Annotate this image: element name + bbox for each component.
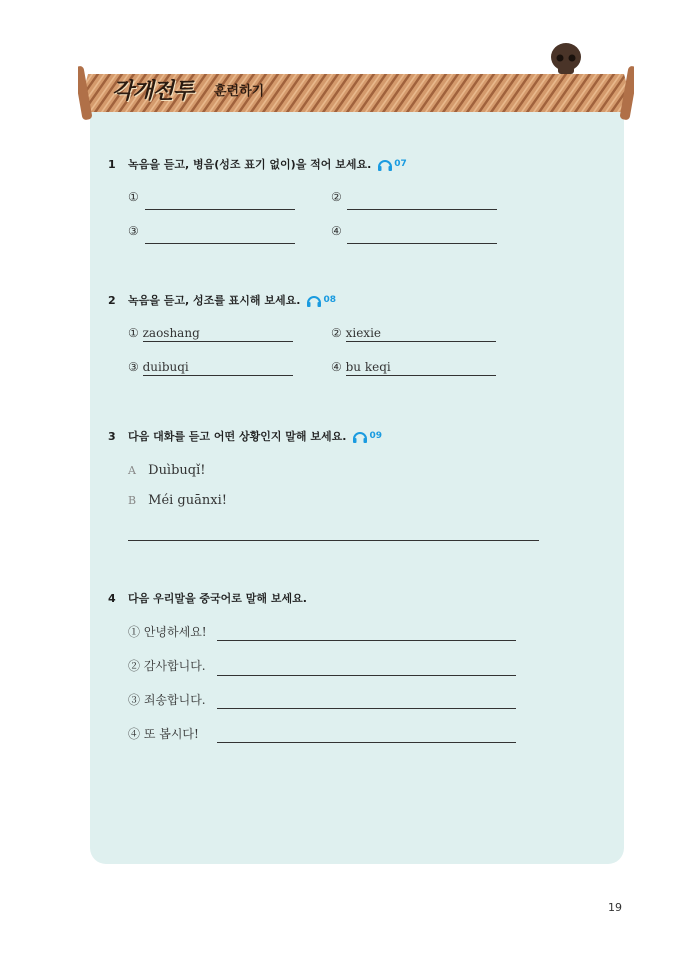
- item-value: zaoshang: [143, 326, 293, 342]
- track-number: 07: [394, 159, 407, 169]
- answer-line[interactable]: [217, 708, 516, 709]
- item-marker: ②: [331, 326, 342, 340]
- item-marker: ②: [331, 190, 342, 204]
- question-2-heading: [108, 292, 336, 308]
- item-marker: ②: [128, 659, 141, 673]
- question-number: 3: [108, 429, 116, 443]
- q2-item-4[interactable]: [331, 360, 496, 376]
- banner-subtitle: 훈련하기: [214, 84, 265, 99]
- answer-line[interactable]: [347, 209, 497, 210]
- item-value: bu keqi: [346, 360, 496, 376]
- answer-line[interactable]: [145, 209, 295, 210]
- q1-item-1[interactable]: [128, 190, 139, 204]
- answer-line[interactable]: [145, 243, 295, 244]
- q4-item-2: [128, 657, 206, 674]
- exercise-panel: [90, 96, 624, 864]
- dialogue-line-a: [128, 463, 206, 478]
- track-number: 09: [369, 431, 382, 441]
- item-marker: ③: [128, 693, 141, 707]
- item-marker: ①: [128, 326, 139, 340]
- item-value: duibuqi: [143, 360, 293, 376]
- item-marker: ④: [128, 727, 141, 741]
- q1-item-3[interactable]: [128, 224, 139, 238]
- item-text: 또 봅시다!: [143, 727, 199, 741]
- skull-icon: [548, 42, 584, 76]
- q4-item-1: [128, 623, 207, 640]
- answer-line[interactable]: [347, 243, 497, 244]
- dialogue-text: Méi guānxi!: [148, 493, 227, 508]
- audio-track-1[interactable]: [377, 158, 407, 171]
- answer-line[interactable]: [217, 675, 516, 676]
- question-3-heading: [108, 428, 382, 444]
- question-number: 1: [108, 157, 116, 171]
- answer-line[interactable]: [217, 742, 516, 743]
- headphones-icon: [377, 158, 393, 171]
- question-instruction: 녹음을 듣고, 성조를 표시해 보세요.: [128, 294, 301, 307]
- item-value: xiexie: [346, 326, 496, 342]
- question-instruction: 녹음을 듣고, 병음(성조 표기 없이)을 적어 보세요.: [128, 158, 372, 171]
- q1-item-4[interactable]: [331, 224, 342, 238]
- headphones-icon: [306, 294, 322, 307]
- item-marker: ③: [128, 224, 139, 238]
- question-1-heading: [108, 156, 407, 172]
- speaker-label: B: [128, 494, 137, 507]
- dialogue-text: Duìbuqǐ!: [148, 463, 206, 478]
- item-marker: ③: [128, 360, 139, 374]
- audio-track-2[interactable]: [306, 294, 336, 307]
- item-marker: ①: [128, 190, 139, 204]
- answer-line[interactable]: [128, 540, 539, 541]
- item-text: 안녕하세요!: [143, 625, 207, 639]
- item-text: 감사합니다.: [143, 659, 206, 673]
- q4-item-4: [128, 725, 199, 742]
- banner-title: 각개전투: [112, 79, 194, 104]
- question-instruction: 다음 대화를 듣고 어떤 상황인지 말해 보세요.: [128, 430, 347, 443]
- dialogue-line-b: [128, 493, 227, 508]
- speaker-label: A: [128, 464, 136, 477]
- item-marker: ④: [331, 224, 342, 238]
- q2-item-2[interactable]: [331, 326, 496, 342]
- headphones-icon: [352, 430, 368, 443]
- q2-item-3[interactable]: [128, 360, 293, 376]
- track-number: 08: [323, 295, 336, 305]
- audio-track-3[interactable]: [352, 430, 382, 443]
- q2-item-1[interactable]: [128, 326, 293, 342]
- question-number: 2: [108, 293, 116, 307]
- item-marker: ④: [331, 360, 342, 374]
- question-number: 4: [108, 591, 116, 605]
- item-text: 죄송합니다.: [143, 693, 206, 707]
- question-4-heading: [108, 590, 307, 606]
- answer-line[interactable]: [217, 640, 516, 641]
- q4-item-3: [128, 691, 206, 708]
- item-marker: ①: [128, 625, 141, 639]
- page-number: 19: [608, 901, 622, 914]
- question-instruction: 다음 우리말을 중국어로 말해 보세요.: [128, 592, 307, 605]
- q1-item-2[interactable]: [331, 190, 342, 204]
